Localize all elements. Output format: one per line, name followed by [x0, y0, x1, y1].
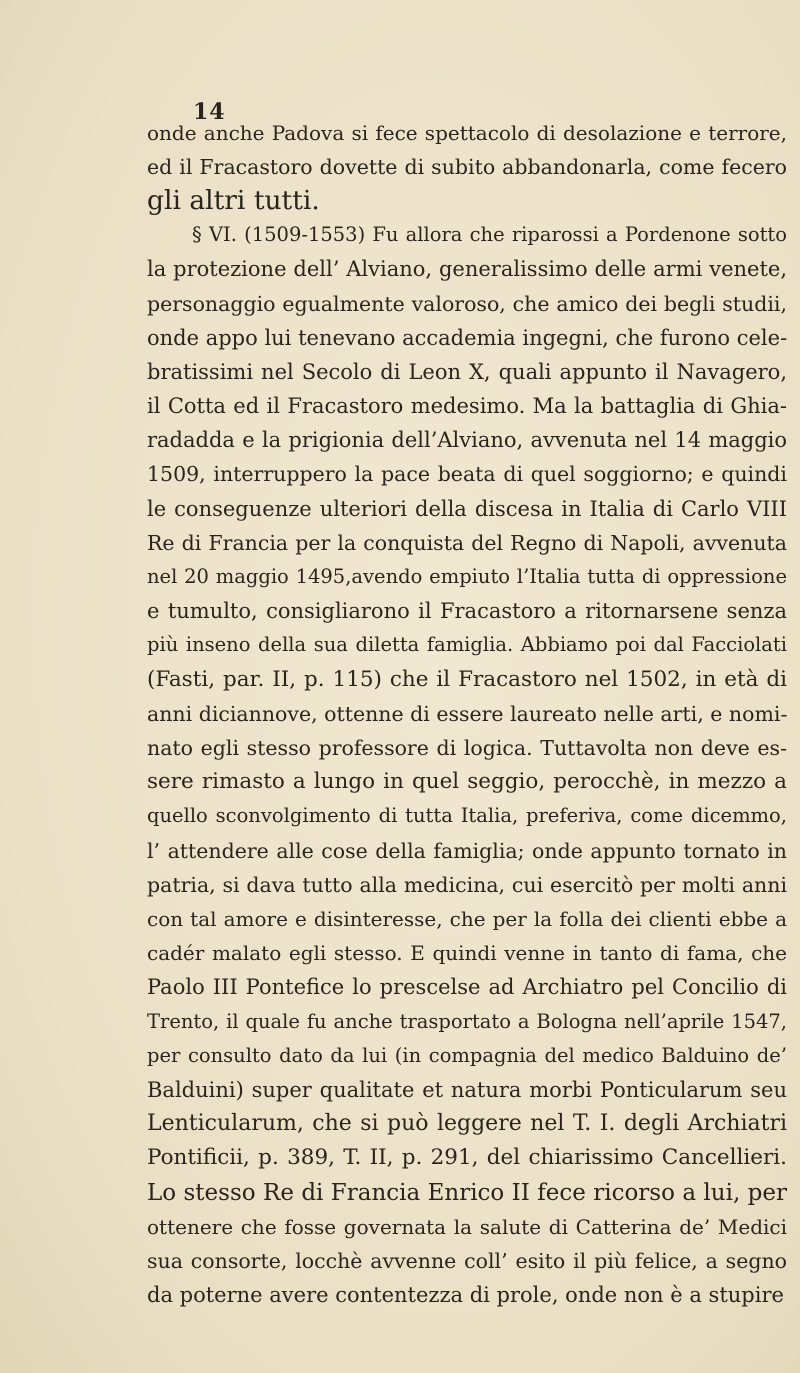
text-line: sua consorte, locchè avvenne coll’ esito il più felice, a segno: [147, 1249, 787, 1273]
text-line: sere rimasto a lungo in quel seggio, perocchè, in mezzo a: [147, 769, 787, 794]
text-line: più inseno della sua diletta famiglia. Abbiamo poi dal Facciolati: [147, 633, 787, 656]
text-line: per consulto dato da lui (in compagnia del medico Balduino de’: [147, 1044, 787, 1067]
text-line: Lenticularum, che si può leggere nel T. I. degli Archiatri: [147, 1111, 787, 1136]
text-line: la protezione dell’ Alviano, generalissimo delle armi venete,: [147, 257, 787, 281]
text-line: 1509, interruppero la pace beata di quel soggiorno; e quindi: [147, 462, 787, 486]
text-line: nel 20 maggio 1495,avendo empiuto l’Italia tutta di oppressione: [147, 565, 787, 588]
text-line: radadda e la prigionia dell’Alviano, avvenuta nel 14 maggio: [147, 428, 787, 452]
text-line: anni diciannove, ottenne di essere laureato nelle arti, e nomi-: [147, 702, 787, 726]
page-number: 14: [193, 99, 226, 125]
section-heading-line: § VI. (1509-1553) Fu allora che riparossi a Pordenone sotto: [192, 223, 787, 246]
text-line: Paolo III Pontefice lo prescelse ad Archiatro pel Concilio di: [147, 975, 787, 999]
text-line: il Cotta ed il Fracastoro medesimo. Ma la battaglia di Ghia-: [147, 394, 787, 418]
text-line: cadér malato egli stesso. E quindi venne in tanto di fama, che: [147, 941, 787, 965]
text-line: personaggio egualmente valoroso, che amico dei begli studii,: [147, 292, 787, 316]
text-line: Re di Francia per la conquista del Regno di Napoli, avvenuta: [147, 531, 787, 555]
text-line: con tal amore e disinteresse, che per la folla dei clienti ebbe a: [147, 907, 787, 931]
text-line: patria, si dava tutto alla medicina, cui esercitò per molti anni: [147, 873, 787, 897]
text-line: bratissimi nel Secolo di Leon X, quali appunto il Navagero,: [147, 360, 787, 384]
text-line: l’ attendere alle cose della famiglia; onde appunto tornato in: [147, 839, 787, 863]
text-line: Trento, il quale fu anche trasportato a Bologna nell’aprile 1547,: [147, 1010, 787, 1033]
text-line: (Fasti, par. II, p. 115) che il Fracastoro nel 1502, in età di: [147, 667, 787, 692]
text-line: quello sconvolgimento di tutta Italia, preferiva, come dicemmo,: [147, 804, 787, 827]
text-line: onde anche Padova si fece spettacolo di desolazione e terrore,: [147, 121, 787, 145]
text-line: Pontificii, p. 389, T. II, p. 291, del chiarissimo Cancellieri.: [147, 1145, 787, 1170]
text-line: nato egli stesso professore di logica. Tuttavolta non deve es-: [147, 736, 787, 760]
text-line: le conseguenze ulteriori della discesa in Italia di Carlo VIII: [147, 497, 787, 521]
text-line: Lo stesso Re di Francia Enrico II fece ricorso a lui, per: [147, 1180, 787, 1206]
text-line: da poterne avere contentezza di prole, onde non è a stupire: [147, 1283, 784, 1307]
text-line: onde appo lui tenevano accademia ingegni, che furono cele-: [147, 326, 787, 350]
text-line: gli altri tutti.: [147, 185, 320, 216]
text-line: ottenere che fosse governata la salute di Catterina de’ Medici: [147, 1215, 787, 1239]
text-line: Balduini) super qualitate et natura morbi Ponticularum seu: [147, 1078, 787, 1102]
text-line: ed il Fracastoro dovette di subito abbandonarla, come fecero: [147, 155, 787, 179]
text-line: e tumulto, consigliarono il Fracastoro a ritornarsene senza: [147, 599, 787, 623]
